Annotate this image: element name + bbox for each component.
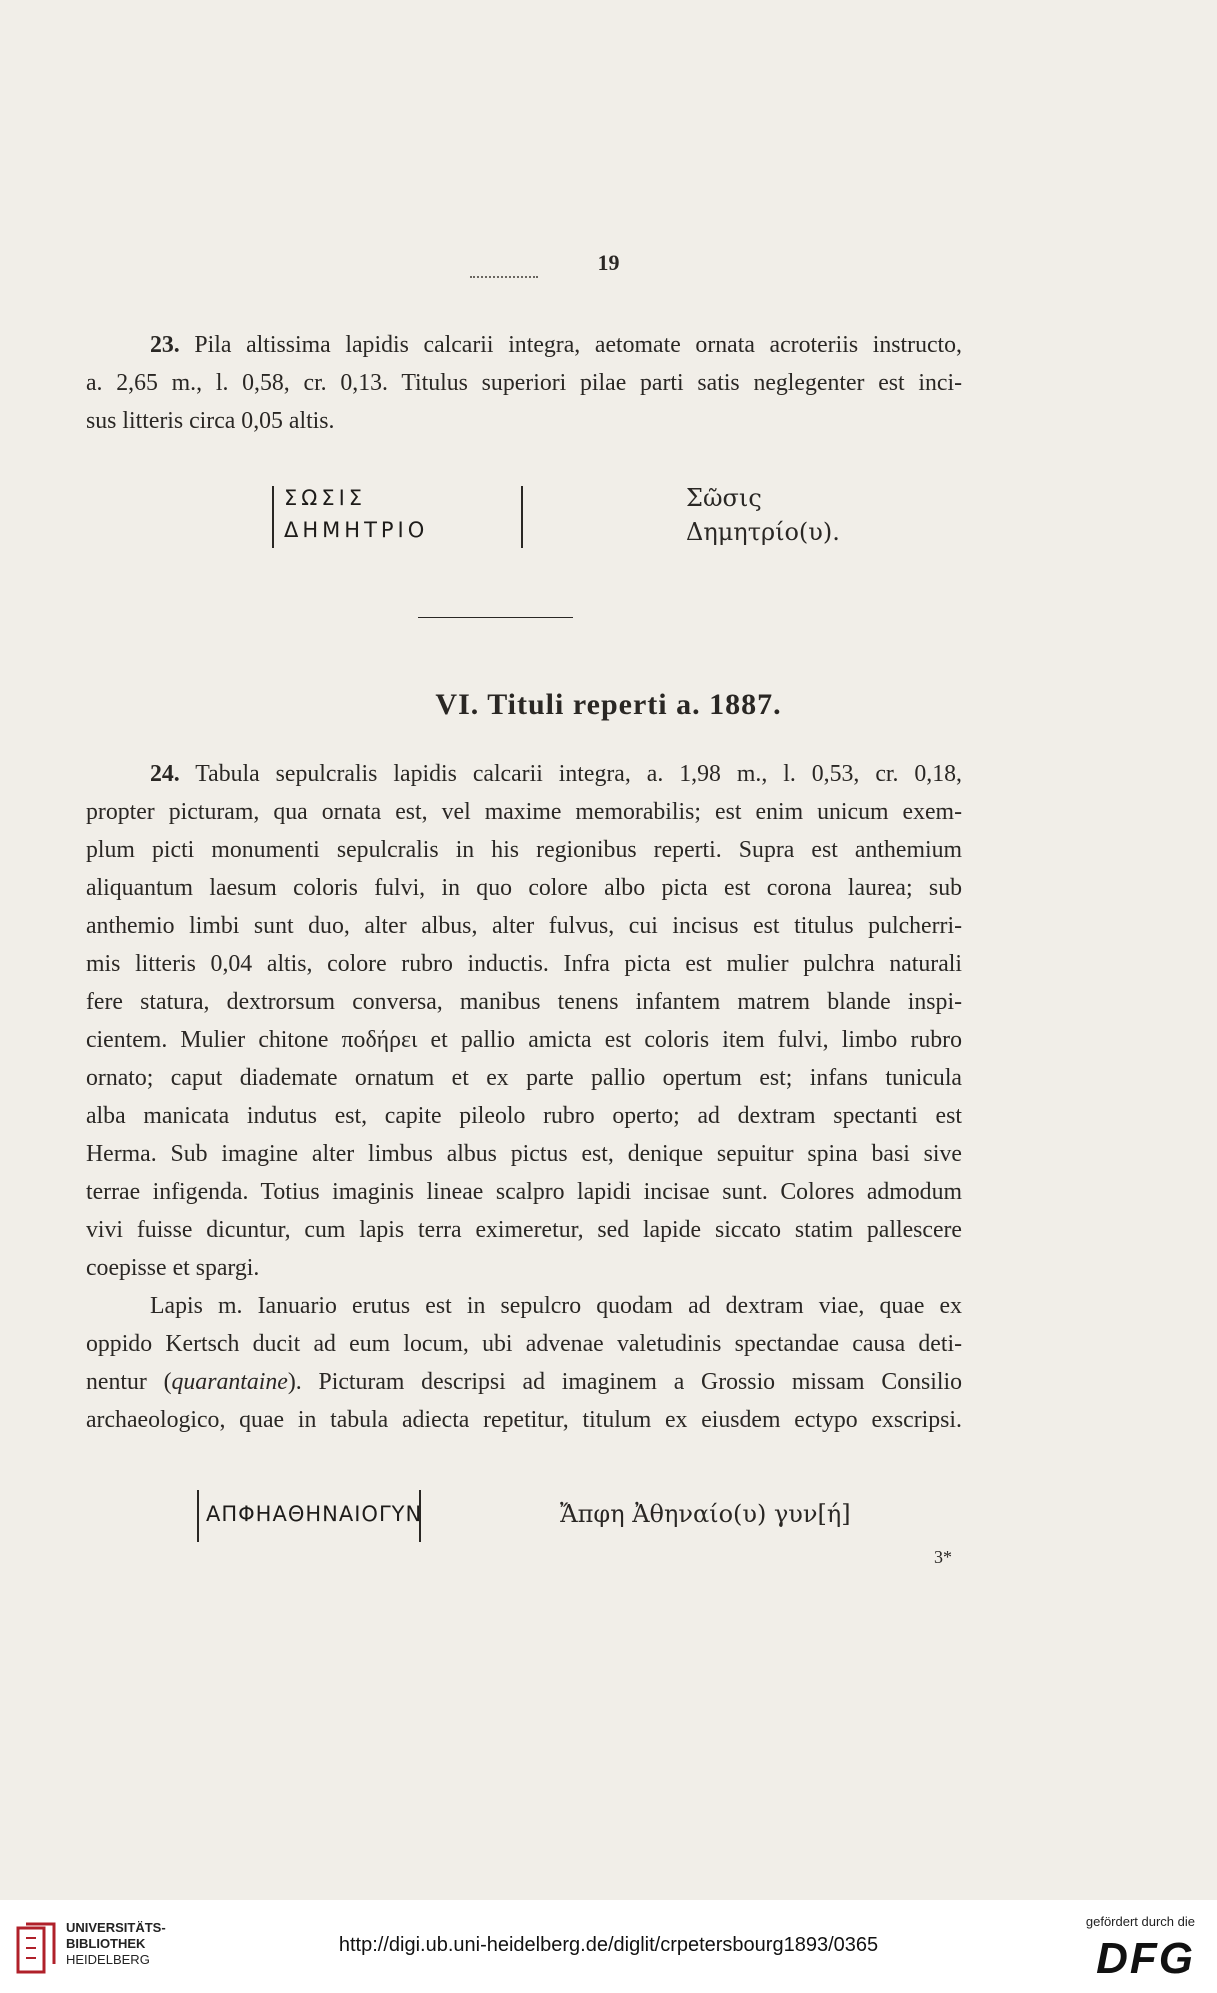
gathering-signature: 3* <box>934 1547 952 1567</box>
entry-24-line: cientem. Mulier chitone ποδήρει et pallio amicta est coloris item fulvi, limbo rubro <box>86 1027 962 1053</box>
viewer-footer <box>0 1900 1217 1993</box>
inscription-transcription: Ἄπφη Ἀθηναίο(υ) γυν[ή] <box>560 1500 851 1528</box>
source-url-link[interactable]: http://digi.ub.uni-heidelberg.de/diglit/crpetersbourg1893/0365 <box>338 1934 879 1956</box>
entry-24-line: ornato; caput diademate ornatum et ex parte pallio opertum est; infans tunicula <box>86 1065 962 1091</box>
entry-24-line: nentur (quarantaine). Picturam descripsi ad imaginem a Grossio missam Consilio <box>86 1369 962 1395</box>
inscription-line: ΣΩΣΙΣ <box>284 486 367 510</box>
entry-24-line: archaeologico, quae in tabula adiecta repetitur, titulum ex eiusdem ectypo exscripsi. <box>86 1407 962 1433</box>
inscription-transcription: Δημητρίο(υ). <box>686 518 840 546</box>
inscription-border-left <box>197 1490 199 1542</box>
entry-23 <box>86 326 962 440</box>
inscription-border-right <box>521 486 523 548</box>
entry-24-line: alba manicata indutus est, capite pileolo rubro operto; ad dextram spectanti est <box>86 1103 962 1129</box>
entry-number: 23. <box>150 332 180 358</box>
page-number: 19 <box>597 250 620 275</box>
page-number-ornament <box>470 276 538 278</box>
entry-23-line: a. 2,65 m., l. 0,58, cr. 0,13. Titulus superiori pilae parti satis neglegenter est inci- <box>86 370 962 396</box>
dfg-logo: DFG <box>1096 1934 1195 1983</box>
entry-24-line: plum picti monumenti sepulcralis in his regionibus reperti. Supra est anthemium <box>86 837 962 863</box>
section-heading: VI. Tituli reperti a. 1887. <box>435 688 782 721</box>
italic-term: quarantaine <box>171 1369 288 1395</box>
funding-label: gefördert durch die <box>1085 1914 1195 1929</box>
entry-24-line: anthemio limbi sunt duo, alter albus, alter fulvus, cui incisus est titulus pulcherri- <box>86 913 962 939</box>
inscription-transcription: Σῶσις <box>686 484 762 512</box>
inscription-border-right <box>419 1490 421 1542</box>
library-name: UNIVERSITÄTS- BIBLIOTHEK HEIDELBERG <box>66 1920 166 1967</box>
inscription-line: ΔΗΜΗΤΡΙΟ <box>284 518 429 542</box>
entry-23-line: sus litteris circa 0,05 altis. <box>86 408 335 434</box>
entry-number: 24. <box>150 761 180 787</box>
inscription-border-left <box>272 486 274 548</box>
entry-24-line: terrae infigenda. Totius imaginis lineae scalpro lapidi incisae sunt. Colores admodum <box>86 1179 962 1205</box>
entry-24-line: propter picturam, qua ornata est, vel maxime memorabilis; est enim unicum exem- <box>86 799 962 825</box>
entry-24-line: vivi fuisse dicuntur, cum lapis terra eximeretur, sed lapide siccato statim pallescere <box>86 1217 962 1243</box>
entry-24-line: fere statura, dextrorsum conversa, manibus tenens infantem matrem blande inspi- <box>86 989 962 1015</box>
entry-23-line: 23. Pila altissima lapidis calcarii integra, aetomate ornata acroteriis instructo, <box>150 332 962 358</box>
entry-24-line: oppido Kertsch ducit ad eum locum, ubi advenae valetudinis spectandae causa deti- <box>86 1331 962 1357</box>
entry-24 <box>86 755 962 1439</box>
entry-24-line: coepisse et spargi. <box>86 1255 260 1281</box>
inscription-line: ΑΠΦΗΑΘΗΝΑΙΟΓΥΝ <box>206 1502 423 1526</box>
entry-24-line: mis litteris 0,04 altis, colore rubro inductis. Infra picta est mulier pulchra naturali <box>86 951 962 977</box>
entry-24-line: aliquantum laesum coloris fulvi, in quo colore albo picta est corona laurea; sub <box>86 875 962 901</box>
section-separator <box>418 617 573 618</box>
entry-24-line: Herma. Sub imagine alter limbus albus pictus est, denique sepuitur spina basi sive <box>86 1141 962 1167</box>
entry-24-line: Lapis m. Ianuario erutus est in sepulcro quodam ad dextram viae, quae ex <box>150 1293 962 1319</box>
entry-24-line: 24. Tabula sepulcralis lapidis calcarii integra, a. 1,98 m., l. 0,53, cr. 0,18, <box>150 761 962 787</box>
